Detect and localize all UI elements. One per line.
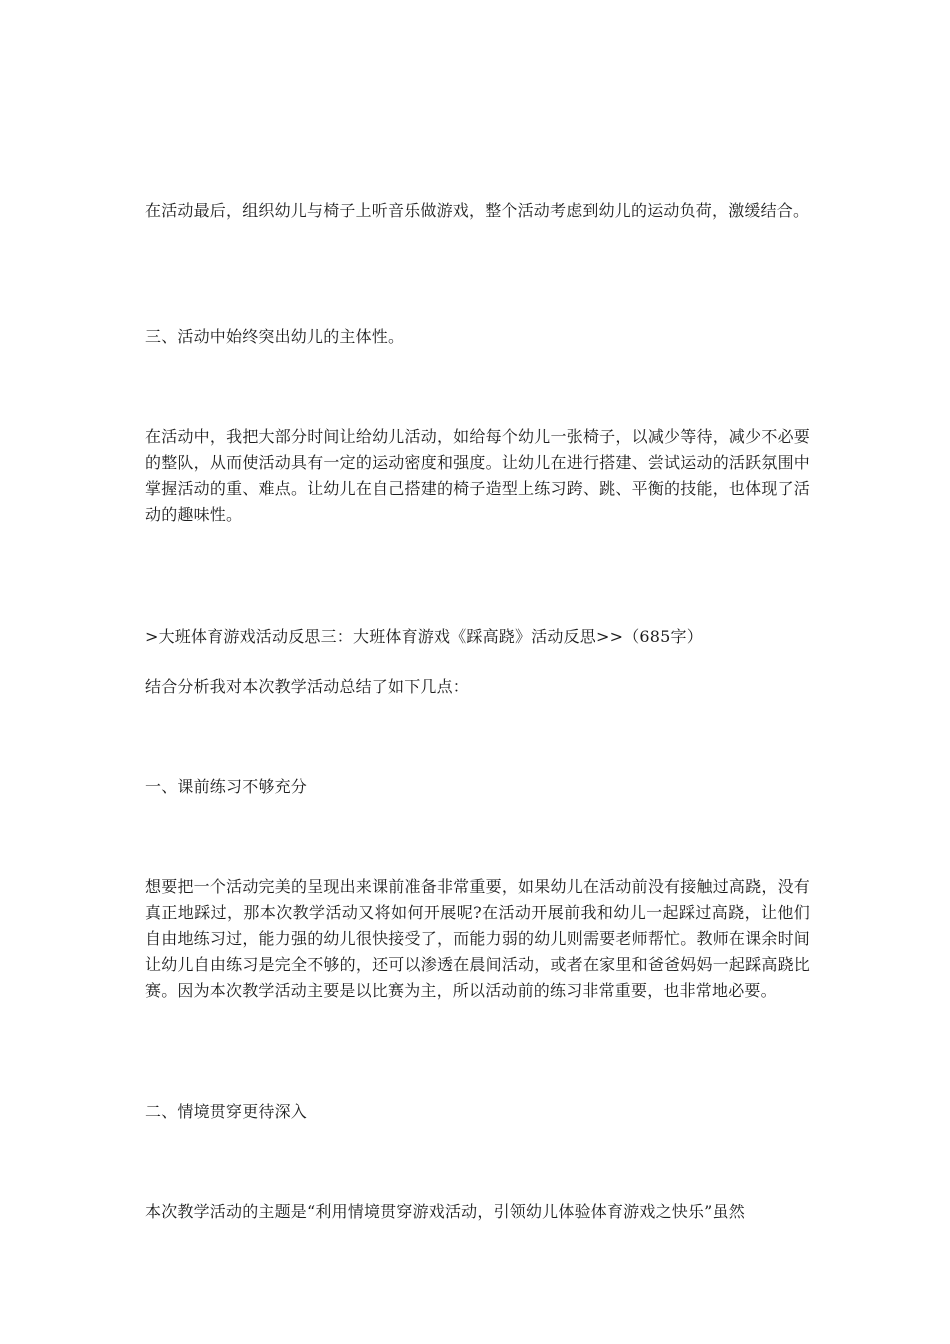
heading-point-one: 一、课前练习不够充分 [145,777,308,796]
article-title-link: >大班体育游戏活动反思三：大班体育游戏《踩高跷》活动反思>>（685字） [145,627,703,646]
paragraph-practice: 想要把一个活动完美的呈现出来课前准备非常重要，如果幼儿在活动前没有接触过高跷，没有真正地踩过，那本次教学活动又将如何开展呢?在活动开展前我和幼儿一起踩过高跷，让他们自由地练习过，能力强的幼儿很快接受了，而能力弱的幼儿则需要老师帮忙。教师在课余时间让幼儿自由练习是完全不够的，还可以渗透在晨间活动，或者在家里和爸爸妈妈一起踩高跷比赛。因为本次教学活动主要是以比赛为主，所以活动前的练习非常重要，也非常地必要。 [145,877,810,1000]
heading-section-three: 三、活动中始终突出幼儿的主体性。 [145,327,405,346]
paragraph-theme: 本次教学活动的主题是“利用情境贯穿游戏活动，引领幼儿体验体育游戏之快乐”虽然 [145,1202,745,1221]
heading-point-two: 二、情境贯穿更待深入 [145,1102,308,1121]
paragraph-summary-intro: 结合分析我对本次教学活动总结了如下几点： [145,677,470,696]
paragraph-activity-ending: 在活动最后，组织幼儿与椅子上听音乐做游戏，整个活动考虑到幼儿的运动负荷，激缓结合。 [145,201,810,220]
paragraph-child-centered: 在活动中，我把大部分时间让给幼儿活动，如给每个幼儿一张椅子，以减少等待，减少不必要的整队，从而使活动具有一定的运动密度和强度。让幼儿在进行搭建、尝试运动的活跃氛围中掌握活动的重、难点。让幼儿在自己搭建的椅子造型上练习跨、跳、平衡的技能，也体现了活动的趣味性。 [145,427,810,524]
